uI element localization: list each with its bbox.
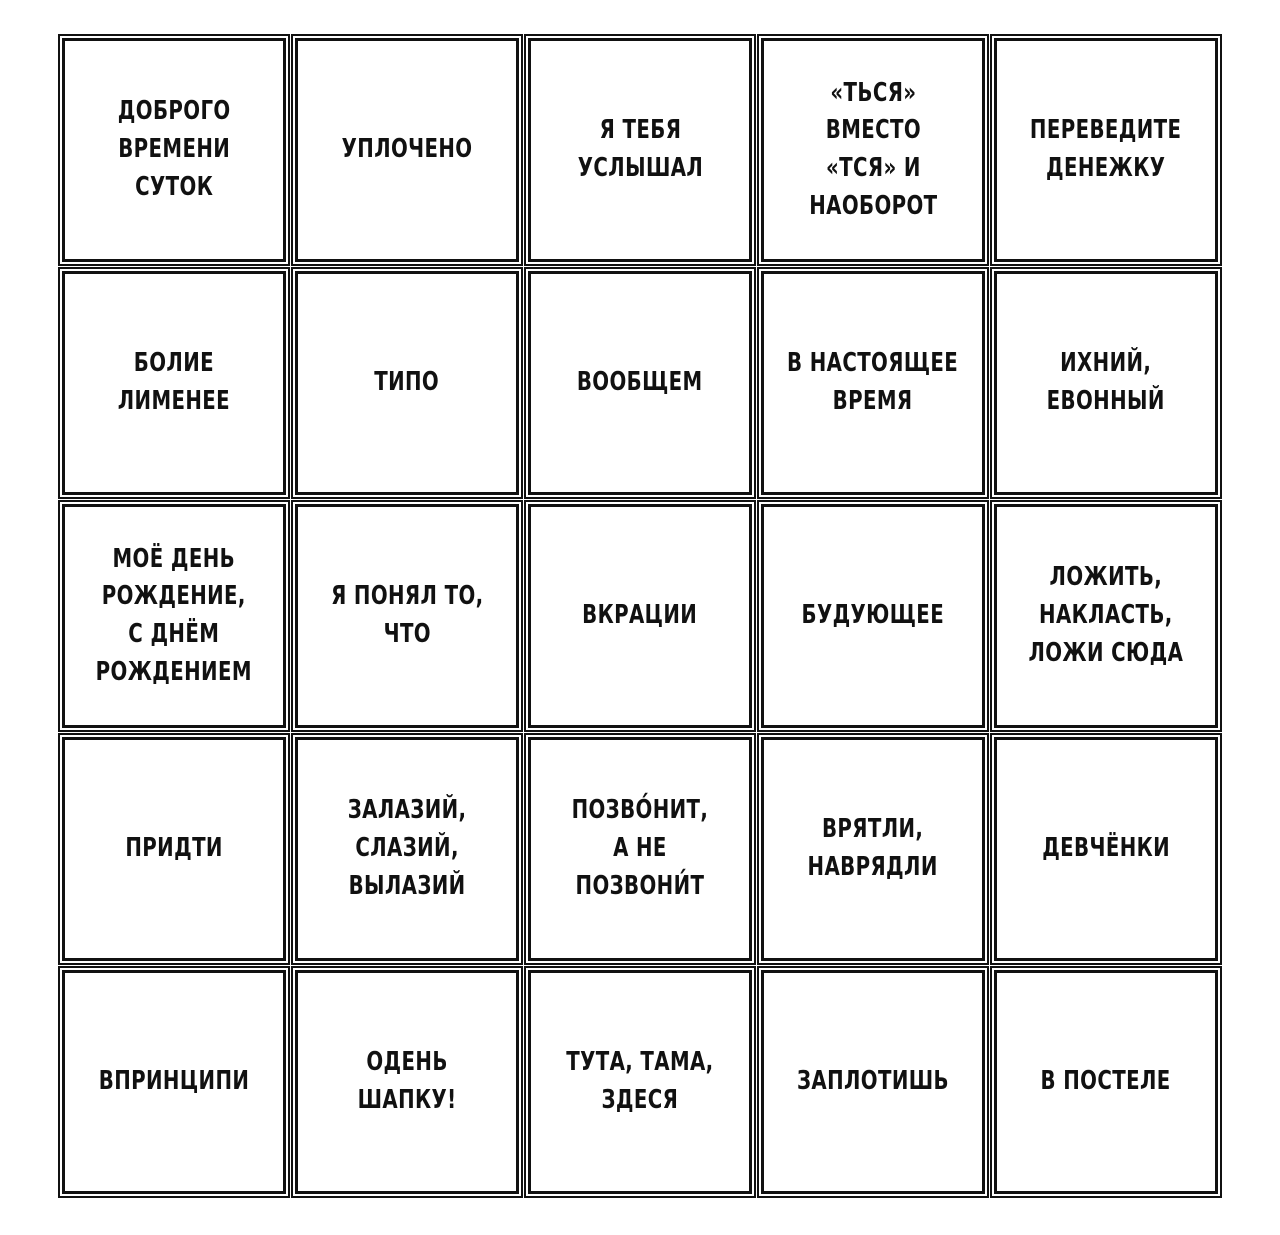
bingo-cell <box>62 504 286 728</box>
bingo-cell-text <box>1029 559 1184 672</box>
bingo-cell-line: ТУТА, ТАМА, <box>566 1047 714 1078</box>
bingo-cell-line: ПОЗВО́НИТ, <box>571 795 709 826</box>
bingo-cell <box>761 38 985 262</box>
bingo-cell-line: СЛАЗИЙ, <box>355 833 459 864</box>
bingo-cell-line: А НЕ <box>613 833 667 864</box>
bingo-cell-line: ДЕНЕЖКУ <box>1046 153 1166 183</box>
bingo-cell-line: «ТСЯ» И <box>825 153 921 183</box>
bingo-cell-text <box>582 597 697 635</box>
bingo-cell <box>528 737 752 961</box>
bingo-cell <box>528 504 752 728</box>
bingo-cell-line: ОДЕНЬ <box>366 1047 448 1078</box>
bingo-cell-text <box>577 364 703 402</box>
bingo-cell-text <box>348 792 467 905</box>
bingo-cell-line: Я ПОНЯЛ ТО, <box>330 581 484 612</box>
bingo-cell-line: ЛОЖИТЬ, <box>1049 562 1163 593</box>
bingo-cell <box>994 38 1218 262</box>
bingo-cell-line: ВЫЛАЗИЙ <box>348 870 466 901</box>
bingo-cell-text <box>1030 112 1181 187</box>
bingo-cell-line: ЕВОННЫЙ <box>1046 386 1166 416</box>
bingo-cell-text <box>118 93 231 206</box>
bingo-cell-line: БОЛИЕ <box>133 348 215 379</box>
bingo-cell-line: РОЖДЕНИЕ, <box>101 581 247 612</box>
bingo-cell-line: ИХНИЙ, <box>1060 348 1152 379</box>
bingo-cell-text <box>566 1044 713 1119</box>
bingo-cell <box>761 271 985 495</box>
bingo-cell-text <box>809 75 937 226</box>
bingo-cell-line: ЛОЖИ СЮДА <box>1028 637 1184 668</box>
bingo-cell-text <box>96 541 252 692</box>
bingo-cell-line: ВМЕСТО <box>825 115 921 146</box>
bingo-cell-line: ПОЗВОНИ́Т <box>575 870 705 901</box>
bingo-cell-line: ВРЯТЛИ, <box>822 814 924 845</box>
bingo-cell-line: ТИПО <box>374 367 440 398</box>
bingo-cell-line: Я ТЕБЯ <box>599 115 681 146</box>
bingo-cell-line: УСЛЫШАЛ <box>577 153 703 183</box>
bingo-cell <box>62 38 286 262</box>
bingo-cell-line: С ДНЁМ <box>128 619 220 649</box>
bingo-cell-line: «ТЬСЯ» <box>829 77 917 108</box>
bingo-cell-text <box>1041 1063 1171 1101</box>
bingo-cell <box>295 271 519 495</box>
bingo-cell <box>528 271 752 495</box>
bingo-cell <box>761 970 985 1194</box>
bingo-cell-line: ВПРИНЦИПИ <box>98 1066 250 1097</box>
bingo-cell-line: ЗАЛАЗИЙ, <box>347 795 467 826</box>
bingo-cell-line: НАКЛАСТЬ, <box>1039 600 1173 631</box>
bingo-cell <box>528 38 752 262</box>
bingo-cell-line: В НАСТОЯЩЕЕ <box>787 348 959 379</box>
bingo-cell-line: ДЕВЧЁНКИ <box>1042 833 1170 864</box>
bingo-cell-line: ШАПКУ! <box>357 1085 457 1115</box>
bingo-cell-line: НАВРЯДЛИ <box>807 852 939 882</box>
bingo-cell-text <box>802 597 945 635</box>
bingo-cell <box>994 970 1218 1194</box>
bingo-cell-text <box>331 578 483 653</box>
bingo-cell-line: ЗАПЛОТИШЬ <box>796 1066 949 1097</box>
bingo-cell-text <box>1047 345 1165 420</box>
bingo-cell <box>761 737 985 961</box>
bingo-cell-line: ЛИМЕНЕЕ <box>117 386 231 416</box>
bingo-cell-text <box>797 1063 949 1101</box>
bingo-cell <box>295 504 519 728</box>
bingo-cell <box>761 504 985 728</box>
bingo-cell-line: ВРЕМЯ <box>833 386 913 416</box>
bingo-cell <box>62 271 286 495</box>
bingo-cell-line: РОЖДЕНИЕМ <box>95 656 253 687</box>
bingo-cell-text <box>99 1063 250 1101</box>
bingo-cell <box>62 737 286 961</box>
bingo-cell-line: ВРЕМЕНИ <box>118 134 230 165</box>
bingo-grid <box>62 38 1218 1194</box>
bingo-cell-text <box>342 131 473 169</box>
bingo-cell-text <box>1042 830 1170 868</box>
bingo-cell-text <box>577 112 702 187</box>
bingo-cell-line: МОЁ ДЕНЬ <box>112 543 236 574</box>
bingo-cell <box>295 970 519 1194</box>
bingo-cell-text <box>787 345 958 420</box>
bingo-cell-line: УПЛОЧЕНО <box>341 134 473 165</box>
bingo-cell-text <box>118 345 230 420</box>
bingo-cell <box>528 970 752 1194</box>
bingo-cell <box>295 38 519 262</box>
bingo-cell-line: ДОБРОГО <box>117 96 231 127</box>
bingo-cell-text <box>572 792 709 905</box>
bingo-cell-line: БУДУЮЩЕЕ <box>801 600 945 631</box>
bingo-cell-line: ПРИДТИ <box>125 833 223 864</box>
bingo-cell-text <box>808 811 938 886</box>
bingo-cell-text <box>375 364 440 402</box>
bingo-cell-line: ЗДЕСЯ <box>601 1085 679 1115</box>
bingo-cell-line: ПЕРЕВЕДИТЕ <box>1030 115 1182 146</box>
bingo-cell <box>994 271 1218 495</box>
bingo-cell-line: В ПОСТЕЛЕ <box>1040 1066 1172 1097</box>
bingo-cell-line: НАОБОРОТ <box>808 190 938 221</box>
bingo-cell-line: ЧТО <box>383 619 431 649</box>
bingo-cell <box>994 737 1218 961</box>
bingo-cell-line: ВООБЩЕМ <box>577 367 703 398</box>
bingo-cell-line: СУТОК <box>134 171 214 202</box>
bingo-cell-text <box>125 830 222 868</box>
bingo-cell-text <box>358 1044 457 1119</box>
bingo-cell-line: ВКРАЦИИ <box>582 600 698 631</box>
bingo-cell <box>295 737 519 961</box>
bingo-cell <box>62 970 286 1194</box>
bingo-cell <box>994 504 1218 728</box>
